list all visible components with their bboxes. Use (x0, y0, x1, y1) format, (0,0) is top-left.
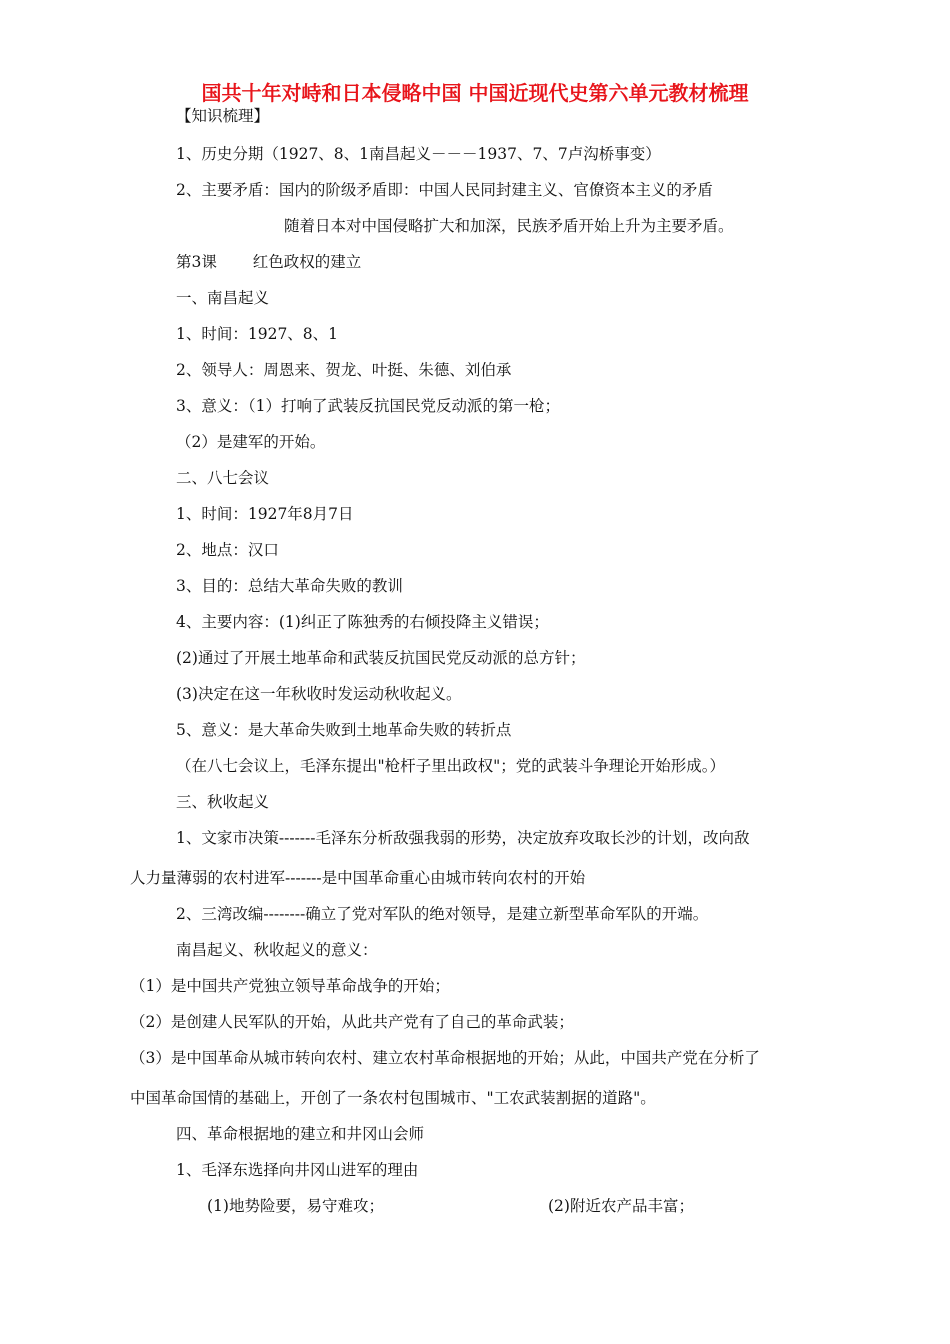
text-line: （2）是建军的开始。 (176, 433, 326, 451)
text-line: 中国革命国情的基础上，开创了一条农村包围城市、"工农武装割据的道路"。 (130, 1089, 656, 1107)
text-line: 3、目的：总结大革命失败的教训 (176, 577, 403, 595)
text-line: 人力量薄弱的农村进军-------是中国革命重心由城市转向农村的开始 (130, 869, 586, 887)
text-line: 3、意义：（1）打响了武装反抗国民党反动派的第一枪； (176, 397, 560, 415)
section-heading: 三、秋收起义 (176, 793, 270, 811)
text-line: (2)附近农产品丰富； (548, 1197, 694, 1215)
text-line: 5、意义：是大革命失败到土地革命失败的转折点 (176, 721, 512, 739)
text-line: (1)地势险要，易守难攻； (207, 1197, 384, 1215)
section-heading: 二、八七会议 (176, 469, 270, 487)
text-line: （在八七会议上，毛泽东提出"枪杆子里出政权"；党的武装斗争理论开始形成。） (176, 757, 726, 775)
section-heading: 一、南昌起义 (176, 289, 270, 307)
text-line: (2)通过了开展土地革命和武装反抗国民党反动派的总方针； (176, 649, 586, 667)
section-heading: 四、革命根据地的建立和井冈山会师 (176, 1125, 425, 1143)
text-line: 1、毛泽东选择向井冈山进军的理由 (176, 1161, 419, 1179)
knowledge-heading: 【知识梳理】 (176, 107, 270, 125)
text-line: 1、时间：1927年8月7日 (176, 505, 354, 523)
text-line: 1、文家市决策-------毛泽东分析敌强我弱的形势，决定放弃攻取长沙的计划，改向敌 (176, 829, 750, 847)
lesson-heading: 第3课 红色政权的建立 (176, 253, 362, 271)
text-line: 2、领导人：周恩来、贺龙、叶挺、朱德、刘伯承 (176, 361, 512, 379)
text-line: 1、历史分期（1927、8、1南昌起义－－－1937、7、7卢沟桥事变） (176, 145, 661, 163)
text-line: 南昌起义、秋收起义的意义： (176, 941, 378, 959)
text-line: (3)决定在这一年秋收时发运动秋收起义。 (176, 685, 462, 703)
text-line: 2、地点：汉口 (176, 541, 279, 559)
text-line: （1）是中国共产党独立领导革命战争的开始； (130, 977, 450, 995)
text-line: 2、三湾改编--------确立了党对军队的绝对领导，是建立新型革命军队的开端。 (176, 905, 709, 923)
document-title: 国共十年对峙和日本侵略中国 中国近现代史第六单元教材梳理 (201, 81, 749, 105)
text-line: （2）是创建人民军队的开始，从此共产党有了自己的革命武装； (130, 1013, 574, 1031)
text-line: 1、时间：1927、8、1 (176, 325, 339, 343)
text-line: 随着日本对中国侵略扩大和加深，民族矛盾开始上升为主要矛盾。 (284, 217, 734, 235)
text-line: （3）是中国革命从城市转向农村、建立农村革命根据地的开始；从此，中国共产党在分析了 (130, 1049, 760, 1067)
text-line: 2、主要矛盾：国内的阶级矛盾即：中国人民同封建主义、官僚资本主义的矛盾 (176, 181, 713, 199)
text-line: 4、主要内容：(1)纠正了陈独秀的右倾投降主义错误； (176, 613, 549, 631)
